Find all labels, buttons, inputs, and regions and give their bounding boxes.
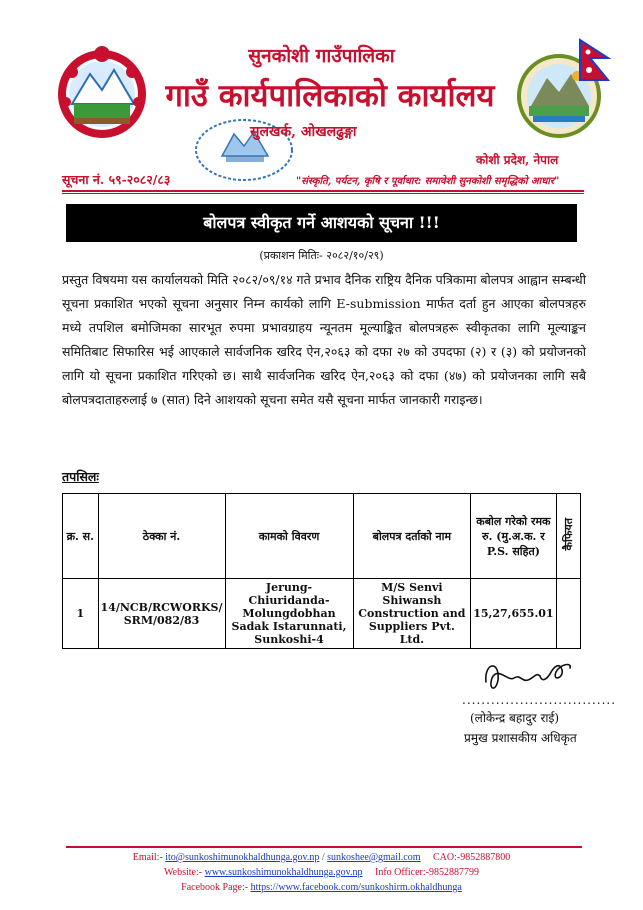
table-header-row [63,494,581,579]
email-link-1[interactable]: ito@sunkoshimunokhaldhunga.gov.np [165,852,320,863]
cao-phone: CAO:-9852887800 [433,852,511,863]
email-label: Email:- [132,852,163,863]
email-separator: / [321,852,325,863]
header-remarks-label: कैफियत [561,518,575,551]
header-divider [62,190,584,192]
publish-date: (प्रकाशन मितिः- २०८२/१०/२९) [259,249,384,262]
signature-line: ................................ [462,693,617,707]
email-link-2[interactable]: sunkoshee@gmail.com [327,852,421,863]
province-name: कोशी प्रदेश, नेपाल [476,153,559,167]
details-heading: तपसिलः [62,469,99,484]
facebook-label: Facebook Page:- [181,882,249,893]
municipality-name: सुनकोशी गाउँपालिका [248,45,395,67]
notice-body: प्रस्तुत विषयमा यस कार्यालयको मिति २०८२/०९/१४ गते प्रभाव दैनिक राष्ट्रिय दैनिक पत्रिकामा बोलपत्र आह्वान सम्बन्धी सूचना प्रकाशित भएको सूचना अनुसार निम्न कार्यको लागि E-submission मार्फत दर्ता हुन आएका बोलपत्रहरु मध्ये तपशिल बमोजिमका सारभूत रुपमा प्रभावग्राहय न्यूनतम मूल्याङ्कित बोलपत्रहरू स्वीकृतका लागि मूल्याङ्कन समितिबाट सिफारिस भई आएकाले सार्वजनिक खरिद ऐन,२०६३ को दफा २७ को उपदफा (२) र (३) को प्रयोजनको लागि यो सूचना प्रकाशित गरिएको छ। साथै सार्वजनिक खरिद ऐन,२०६३ को दफा (४७) को प्रयोजनका लागि सबै बोलपत्रदाताहरुलाई ७ (सात) दिने आशयको सूचना समेत यसै सूचना मार्फत जानकारी गराइन्छ। [62,272,586,407]
ref-number: ५९-२०८२/८३ [108,172,171,187]
notice-title: बोलपत्र स्वीकृत गर्ने आशयको सूचना !!! [66,204,577,242]
cell-remarks [556,579,580,649]
signer-title: प्रमुख प्रशासकीय अधिकृत [464,731,577,745]
office-location: सुलखर्क, ओखलढुङ्गा [250,124,357,140]
header-bidder: बोलपत्र दर्ताको नाम [353,494,471,579]
signature-icon [480,652,576,698]
footer-website-line [0,867,643,878]
cell-sn: 1 [63,579,99,649]
motto: "संस्कृति, पर्यटन, कृषि र पूर्वाधार: समावेशी सुनकोशी समृद्धिको आधार" [296,176,560,187]
footer-divider [66,846,582,848]
header-sn: क्र. स. [63,494,99,579]
header-work: कामको विवरण [225,494,353,579]
header-contract: ठेक्का नं. [98,494,225,579]
notice-reference [62,171,170,188]
bid-table [62,493,581,649]
cell-work: Jerung-Chiuridanda-Molungdobhan Sadak Istarunnati, Sunkoshi-4 [225,579,353,649]
office-name: गाउँ कार्यपालिकाको कार्यालय [165,78,495,114]
website-label: Website:- [164,867,203,878]
cell-bidder: M/S Senvi Shiwansh Construction and Suppliers Pvt. Ltd. [353,579,471,649]
header-divider-thin [62,193,584,194]
footer-facebook-line [0,882,643,893]
header-remarks [556,494,580,579]
cell-amount: 15,27,655.01 [471,579,556,649]
signer-name: (लोकेन्द्र बहादुर राई) [470,711,560,725]
footer-email-line [0,852,643,863]
table-row [63,579,581,649]
header-amount: कबोल गरेको रमक रु. (मु.अ.क. र P.S. सहित) [471,494,556,579]
ref-label: सूचना नं. [62,172,105,187]
info-officer-phone: Info Officer:-9852887799 [374,867,479,878]
cell-contract: 14/NCB/RCWORKS/ SRM/082/83 [98,579,225,649]
facebook-link[interactable]: https://www.facebook.com/sunkoshirm.okhaldhunga [250,882,462,893]
website-link[interactable]: www.sunkoshimunokhaldhunga.gov.np [204,867,363,878]
